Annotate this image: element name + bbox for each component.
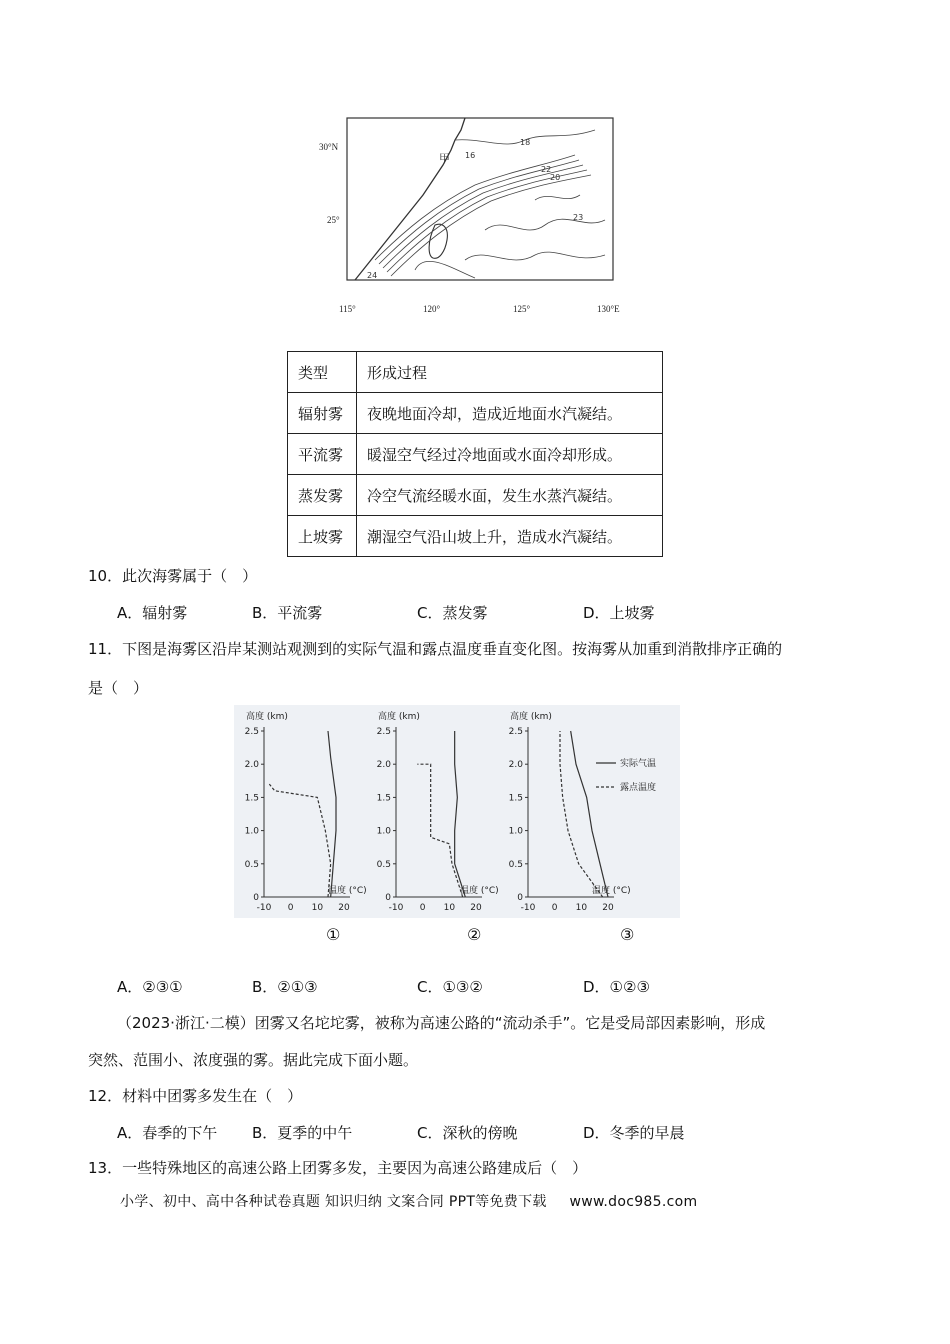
y-tick-label: 1.0 [508, 826, 523, 837]
table-row [288, 475, 663, 516]
contour-label: 20 [550, 173, 561, 182]
y-tick-label: 2.0 [376, 760, 391, 771]
table-cell: 冷空气流经暖水面，发生水蒸汽凝结。 [357, 475, 663, 516]
contour-label: 18 [520, 138, 531, 147]
q10-option-b: B．平流雾 [252, 604, 323, 622]
y-tick-label: 2.0 [508, 760, 523, 771]
x-tick-label: 0 [551, 903, 558, 913]
panel-label-2: ② [467, 925, 482, 944]
question-13-stem: 13．一些特殊地区的高速公路上团雾多发，主要因为高速公路建成后（ ） [88, 1159, 588, 1177]
actual-temperature-line [328, 731, 336, 897]
y-tick-label: 1.0 [376, 826, 391, 837]
y-tick-label: 1.5 [376, 793, 391, 804]
y-tick-label: 2.5 [508, 727, 523, 737]
sea-fog-contour-map [315, 110, 635, 320]
passage-line-1: （2023·浙江·二模）团雾又名坨坨雾，被称为高速公路的“流动杀手”。它是受局部因素影响，形成 [117, 1014, 766, 1032]
y-tick-label: 0 [385, 893, 391, 903]
table-header-cell: 类型 [288, 352, 357, 393]
x-axis-label: 温度 (°C) [592, 886, 631, 896]
y-tick-label: 0.5 [508, 859, 523, 870]
q12-option-c: C．深秋的傍晚 [417, 1124, 518, 1142]
question-11-stem: 11．下图是海雾区沿岸某测站观测到的实际气温和露点温度垂直变化图。按海雾从加重到消散排序正确的 [88, 640, 783, 658]
y-tick-label: 0 [517, 893, 523, 903]
lon-label-115: 115° [339, 304, 356, 314]
contour-label: 24 [367, 271, 378, 280]
table-row [288, 434, 663, 475]
x-tick-label: -10 [256, 903, 272, 913]
question-10-stem: 10．此次海雾属于（ ） [88, 567, 258, 585]
table-header-cell: 形成过程 [357, 352, 663, 393]
lon-label-125: 125° [513, 304, 531, 314]
y-axis-label: 高度 (km) [246, 712, 288, 722]
x-tick-label: -10 [388, 903, 404, 913]
table-header-row [288, 352, 663, 393]
x-tick-label: 20 [338, 903, 350, 913]
y-axis-label: 高度 (km) [510, 712, 552, 722]
actual-temperature-line [571, 731, 608, 897]
actual-temperature-line [455, 731, 466, 897]
y-tick-label: 2.5 [376, 727, 391, 737]
q10-option-c: C．蒸发雾 [417, 604, 488, 622]
fog-type-table [287, 351, 663, 557]
q11-option-a: A．②③① [117, 978, 183, 996]
contour-label: 23 [573, 213, 584, 222]
table-row [288, 516, 663, 557]
q12-option-d: D．冬季的早晨 [583, 1124, 685, 1142]
table-row [288, 393, 663, 434]
passage-line-2: 突然、范围小、浓度强的雾。据此完成下面小题。 [88, 1051, 419, 1069]
table-cell: 夜晚地面冷却，造成近地面水汽凝结。 [357, 393, 663, 434]
table-cell: 上坡雾 [288, 516, 357, 557]
x-tick-label: 10 [443, 903, 456, 913]
x-tick-label: 20 [602, 903, 614, 913]
contour-label: 16 [465, 151, 476, 160]
table-cell: 平流雾 [288, 434, 357, 475]
y-tick-label: 0.5 [376, 859, 391, 870]
q10-option-a: A．辐射雾 [117, 604, 188, 622]
footer-link[interactable]: www.doc985.com [569, 1194, 698, 1210]
y-tick-label: 0 [253, 893, 259, 903]
x-tick-label: -10 [520, 903, 536, 913]
legend-dewpoint-label: 露点温度 [620, 783, 657, 793]
question-12-stem: 12．材料中团雾多发生在（ ） [88, 1087, 303, 1105]
y-tick-label: 0.5 [244, 859, 259, 870]
x-tick-label: 10 [311, 903, 324, 913]
table-cell: 蒸发雾 [288, 475, 357, 516]
q10-option-d: D．上坡雾 [583, 604, 655, 622]
y-axis-label: 高度 (km) [378, 712, 420, 722]
panel-label-1: ① [326, 925, 341, 944]
temperature-profile-figure [234, 705, 680, 918]
y-tick-label: 2.0 [244, 760, 259, 771]
y-tick-label: 1.5 [508, 793, 523, 804]
table-cell: 辐射雾 [288, 393, 357, 434]
footer-text: 小学、初中、高中各种试卷真题 知识归纳 文案合同 PPT等免费下载 [120, 1194, 547, 1210]
table-cell: 潮湿空气沿山坡上升，造成水汽凝结。 [357, 516, 663, 557]
q11-option-d: D．①②③ [583, 978, 650, 996]
lon-label-120: 120° [423, 304, 441, 314]
lat-label-25: 25° [327, 215, 340, 225]
x-tick-label: 20 [470, 903, 482, 913]
place-label-jia: 甲 [439, 152, 450, 165]
contour-label: 22 [541, 165, 552, 174]
lat-label-30: 30°N [319, 142, 339, 152]
q11-option-c: C．①③② [417, 978, 483, 996]
x-tick-label: 0 [287, 903, 294, 913]
page-footer [120, 1191, 697, 1211]
q11-option-b: B．②①③ [252, 978, 318, 996]
x-axis-label: 温度 (°C) [328, 886, 367, 896]
y-tick-label: 2.5 [244, 727, 259, 737]
dew-point-line [560, 731, 603, 897]
question-11-stem-cont: 是（ ） [88, 679, 149, 697]
q12-option-a: A．春季的下午 [117, 1124, 218, 1142]
y-tick-label: 1.0 [244, 826, 259, 837]
x-tick-label: 0 [419, 903, 426, 913]
lon-label-130: 130°E [597, 304, 620, 314]
y-tick-label: 1.5 [244, 793, 259, 804]
q12-option-b: B．夏季的中午 [252, 1124, 353, 1142]
x-tick-label: 10 [575, 903, 588, 913]
dew-point-line [269, 784, 330, 897]
panel-label-3: ③ [620, 925, 635, 944]
x-axis-label: 温度 (°C) [460, 886, 499, 896]
table-cell: 暖湿空气经过冷地面或水面冷却形成。 [357, 434, 663, 475]
legend-actual-label: 实际气温 [620, 759, 657, 769]
